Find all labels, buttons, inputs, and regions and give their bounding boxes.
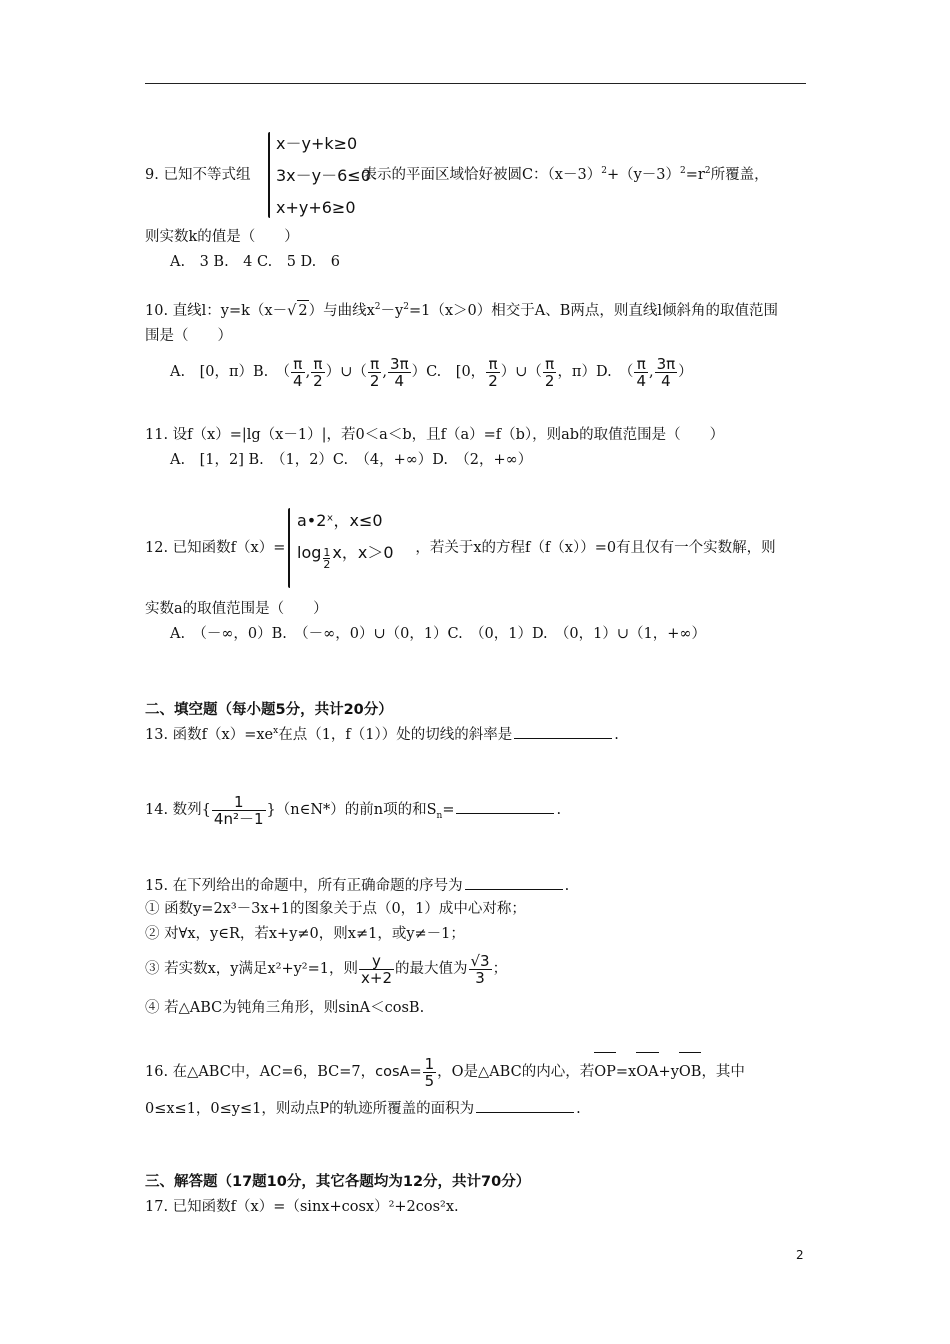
q17: 17. 已知函数f（x）=（sinx+cosx）²+2cos²x.: [145, 1199, 459, 1215]
q10-line1: 10. 直线l：y=k（x－√ 2）与曲线$x^2-y^2=1(x>0)$相交于A、B两点，则直线l倾斜角的取值范围: [145, 300, 778, 321]
q15-p3: ③ 若实数x，y满足x²+y²=1，则 $\frac{y}{x+2}$ 的最大值为 $\frac{√3}{3}$ ；: [145, 951, 508, 987]
q9-text-d: 所覆盖，: [710, 167, 769, 183]
fraction: $\frac{\pi}{2}$: [313, 354, 323, 390]
section-3-title: 三、解答题（17题10分，其它各题均为12分，共计70分）: [145, 1174, 531, 1190]
fraction: $\frac{\pi}{2}$: [369, 354, 380, 390]
q14: 14. 数列{ $\frac{1}{\text{4n²－1}}$ }（n∈N*）的前n项的和$S_n=$ .: [145, 792, 562, 828]
q15-p4: ④ 若△ABC为钝角三角形，则sinA＜cosB.: [145, 1000, 425, 1016]
fraction: $\frac{\pi}{4}$: [636, 354, 646, 390]
q9-line1: 9. 已知不等式组 表示的平面区域恰好被圆C：$(x-3)^2+(y-3)^2=r^2$所覆盖，: [145, 166, 769, 183]
q15-line1: 15. 在下列给出的命题中，所有正确命题的序号为 .: [145, 875, 569, 896]
vector-oa: OA: [636, 1052, 658, 1091]
q10-text-b: ）与曲线x: [308, 303, 375, 319]
q12-line1: [145, 538, 776, 558]
fraction: $\frac{y}{x+2}$: [361, 951, 392, 987]
q15-p1: ① 函数y=2x³－3x+1的图象关于点（0，1）成中心对称；: [145, 901, 526, 917]
q9-text-b: +（y－3）: [606, 167, 681, 183]
q15-p2: ② 对∀x，y∈R，若x+y≠0，则x≠1，或y≠－1；: [145, 926, 465, 942]
q10-text-a: 10. 直线l：y=k（x－: [145, 303, 288, 319]
inequality-3: x+y+6≥0: [276, 198, 356, 217]
fraction: $\frac{\pi}{2}$: [488, 354, 498, 390]
vector-ob: OB: [679, 1052, 702, 1091]
q11-line1: 11. 设f（x）=|lg（x－1）|，若0＜a＜b，且f（a）=f（b），则ab的取值范围是（ ）: [145, 427, 725, 443]
q9-text-a: 表示的平面区域恰好被圆C：（x－3）: [362, 167, 602, 183]
fraction: $\frac{\pi}{2}$: [544, 354, 555, 390]
fraction: $\frac{√3}{3}$: [470, 951, 490, 987]
q16-line2: 0≤x≤1，0≤y≤1，则动点P的轨迹所覆盖的面积为 .: [145, 1098, 581, 1119]
q10-sqrt: 2: [297, 300, 308, 321]
q10-text-d: =1（x＞0）相交于A、B两点，则直线l倾斜角的取值范围: [408, 303, 779, 319]
fraction: $\frac{3\pi}{4}$: [390, 354, 409, 390]
q10-text-c: －y: [380, 303, 404, 319]
fraction: $\frac{\pi}{4}$: [293, 354, 303, 390]
q10-opt-c: ）C. [0，: [411, 364, 486, 380]
q12-prefix: 12. 已知函数f（x）=: [145, 540, 286, 556]
vector-op: OP: [594, 1052, 616, 1091]
q16-line1: 16. 在△ABC中，AC=6，BC=7，cosA= $\frac{1}{5}$ ，O是△ABC的内心，若OP=xOA+yOB，其中: [145, 1052, 745, 1091]
q10-options: A. [0，π）B. （ $\frac{\pi}{4}$ , $\frac{\pi}{2}$ ）∪（ $\frac{\pi}{2}$ , $\frac{3\pi}{4}$ ）C. [0， $\frac{\pi}{2}$ ）∪（ $\frac{\pi}{2}$ ，π）D. （ $\frac{\pi}{4}$ , $\frac{3\pi}{4}$ ）: [170, 354, 693, 390]
fraction: $\frac{3\pi}{4}$: [656, 354, 676, 390]
q11-options: A. [1，2] B. （1，2）C. （4，+∞）D. （2，+∞）: [170, 452, 533, 468]
inequality-1: x－y+k≥0: [276, 134, 358, 153]
q10-opt-b: ）∪（: [325, 364, 367, 380]
piece-1: a•2ˣ，x≤0: [297, 511, 383, 530]
q10-opt-f: ）: [678, 364, 693, 380]
q13: 13. 函数$f(x)=xe^x$在点（1，f（1））处的切线的斜率是 .: [145, 724, 619, 745]
q10-line2: 围是（ ）: [145, 328, 232, 344]
answer-blank: [514, 724, 612, 739]
q10-opt-d: ）∪（: [500, 364, 542, 380]
header-rule: [145, 83, 806, 84]
section-2-title: 二、填空题（每小题5分，共计20分）: [145, 702, 393, 718]
answer-blank: [456, 799, 554, 814]
fraction: $\frac{1}{\text{4n²－1}}$: [213, 792, 264, 828]
q10-opt-e: ，π）D. （: [557, 364, 634, 380]
q9-line2: 则实数k的值是（ ）: [145, 229, 299, 245]
q10-opt-a: A. [0，π）B. （: [170, 364, 291, 380]
piece-2: log $\frac{1}{2}$ x，x＞0: [297, 543, 394, 571]
q9-text-c: =r: [685, 167, 705, 183]
fraction: $\frac{1}{5}$: [424, 1054, 435, 1090]
inequality-2: 3x－y－6≤0: [276, 166, 371, 185]
q9-options: A. 3 B. 4 C. 5 D. 6: [170, 254, 340, 270]
q9-prefix: 9. 已知不等式组: [145, 167, 251, 183]
q12-suffix: ，若关于x的方程f（f（x））=0有且仅有一个实数解，则: [415, 540, 776, 556]
q12-line2: 实数a的取值范围是（ ）: [145, 601, 328, 617]
page-number: 2: [796, 1248, 804, 1262]
answer-blank: [476, 1098, 574, 1113]
answer-blank: [465, 875, 563, 890]
q12-options: A. （－∞，0）B. （－∞，0）∪（0，1）C. （0，1）D. （0，1）∪（1，+∞）: [170, 626, 706, 642]
